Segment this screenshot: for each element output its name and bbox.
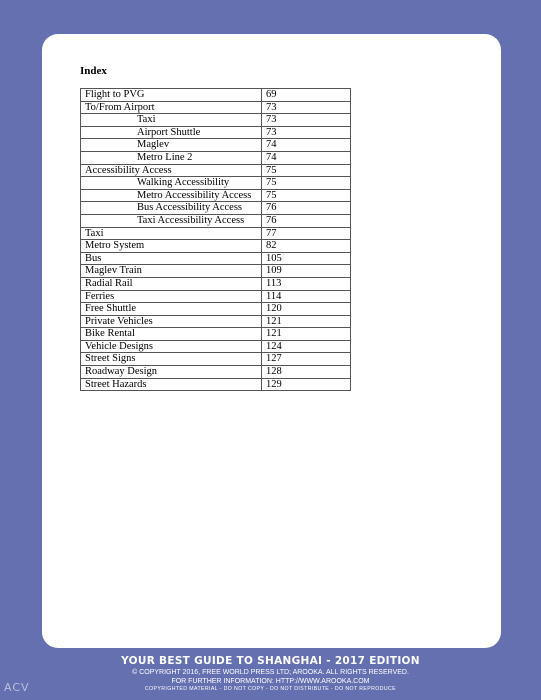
index-topic: Metro Accessibility Access (81, 189, 262, 202)
index-page-number: 75 (262, 164, 351, 177)
document-page (42, 34, 501, 648)
index-page-number: 124 (262, 340, 351, 353)
index-topic: Accessibility Access (81, 164, 262, 177)
index-page-number: 109 (262, 265, 351, 278)
index-topic: Bike Rental (81, 328, 262, 341)
index-topic: Bus Accessibility Access (81, 202, 262, 215)
index-page-number: 76 (262, 202, 351, 215)
index-row (81, 227, 351, 240)
index-row (81, 214, 351, 227)
index-row (81, 189, 351, 202)
footer (0, 655, 541, 693)
index-row (81, 265, 351, 278)
index-page-number: 75 (262, 177, 351, 190)
index-page-number: 73 (262, 126, 351, 139)
index-page-number: 113 (262, 277, 351, 290)
index-topic: Radial Rail (81, 277, 262, 290)
index-topic: Taxi (81, 227, 262, 240)
index-page-number: 76 (262, 214, 351, 227)
index-page-number: 74 (262, 151, 351, 164)
index-row (81, 164, 351, 177)
index-page-number: 73 (262, 101, 351, 114)
footer-info: FOR FURTHER INFORMATION: HTTP://WWW.AROOKA.COM (171, 678, 370, 685)
index-topic: Maglev (81, 139, 262, 152)
index-page-number: 121 (262, 315, 351, 328)
index-page-number: 74 (262, 139, 351, 152)
index-page-number: 77 (262, 227, 351, 240)
index-table-body (81, 89, 351, 391)
index-page-number: 127 (262, 353, 351, 366)
index-row (81, 366, 351, 379)
index-row (81, 89, 351, 102)
index-topic: Private Vehicles (81, 315, 262, 328)
index-heading: Index (80, 65, 107, 77)
footer-notice: COPYRIGHTED MATERIAL - DO NOT COPY - DO NOT DISTRIBUTE - DO NOT REPRODUCE (144, 686, 397, 692)
index-page-number: 75 (262, 189, 351, 202)
index-topic: Taxi Accessibility Access (81, 214, 262, 227)
index-row (81, 126, 351, 139)
index-row (81, 290, 351, 303)
index-row (81, 177, 351, 190)
index-topic: Bus (81, 252, 262, 265)
index-topic: Roadway Design (81, 366, 262, 379)
index-row (81, 101, 351, 114)
footer-title: YOUR BEST GUIDE TO SHANGHAI - 2017 EDITION (121, 655, 420, 667)
index-page-number: 120 (262, 303, 351, 316)
index-topic: Street Signs (81, 353, 262, 366)
footer-copyright: © COPYRIGHT 2016, FREE WORLD PRESS LTD; AROOKA. ALL RIGHTS RESERVED. (132, 669, 409, 676)
watermark: ACV (4, 681, 30, 694)
index-page-number: 114 (262, 290, 351, 303)
index-topic: Metro System (81, 240, 262, 253)
index-page-number: 128 (262, 366, 351, 379)
index-page-number: 105 (262, 252, 351, 265)
index-topic: Metro Line 2 (81, 151, 262, 164)
index-topic: Free Shuttle (81, 303, 262, 316)
index-topic: Taxi (81, 114, 262, 127)
index-row (81, 303, 351, 316)
index-topic: Airport Shuttle (81, 126, 262, 139)
index-row (81, 151, 351, 164)
index-row (81, 114, 351, 127)
index-topic: Walking Accessibility (81, 177, 262, 190)
index-page-number: 69 (262, 89, 351, 102)
index-row (81, 240, 351, 253)
index-row (81, 328, 351, 341)
index-topic: Maglev Train (81, 265, 262, 278)
index-topic: Ferries (81, 290, 262, 303)
index-row (81, 277, 351, 290)
index-row (81, 139, 351, 152)
index-topic: To/From Airport (81, 101, 262, 114)
index-page-number: 82 (262, 240, 351, 253)
index-topic: Vehicle Designs (81, 340, 262, 353)
index-topic: Flight to PVG (81, 89, 262, 102)
index-table (80, 88, 351, 391)
index-row (81, 202, 351, 215)
index-row (81, 353, 351, 366)
index-row (81, 315, 351, 328)
index-page-number: 129 (262, 378, 351, 391)
index-row (81, 340, 351, 353)
index-row (81, 378, 351, 391)
index-page-number: 73 (262, 114, 351, 127)
index-topic: Street Hazards (81, 378, 262, 391)
index-page-number: 121 (262, 328, 351, 341)
index-row (81, 252, 351, 265)
